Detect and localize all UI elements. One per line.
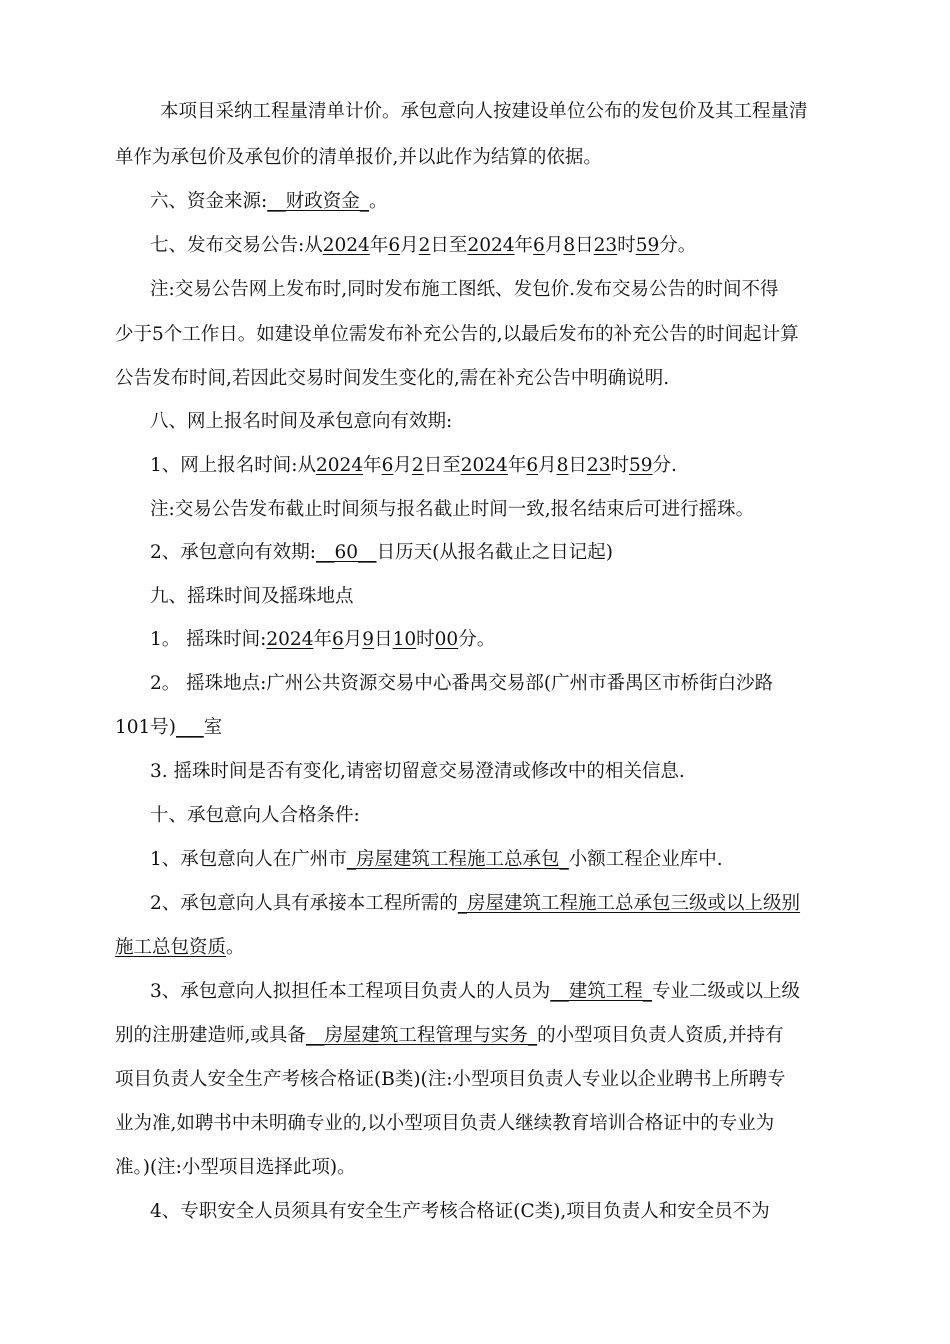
note-announcement-line-1: 注:交易公告网上发布时,同时发布施工图纸、发包价.发布交易公告的时间不得	[150, 279, 779, 300]
qualification-1: 1、承包意向人在广州市_房屋建筑工程施工总承包_小额工程企业库中.	[150, 849, 723, 870]
qualification-2-line-1: 2、承包意向人具有承接本工程所需的_房屋建筑工程施工总承包三级或以上级别	[150, 893, 801, 914]
qualification-3-line-1: 3、承包意向人拟担任本工程项目负责人的人员为__建筑工程_专业二级或以上级	[150, 981, 801, 1002]
validity-days: __60__	[316, 542, 377, 563]
qualification-3-line-3: 项目负责人安全生产考核合格证(B类)(注:小型项目负责人专业以企业聘书上所聘专	[115, 1069, 786, 1090]
funding-source: 六、资金来源:__财政资金_。	[150, 191, 388, 212]
section-10-heading: 十、承包意向人合格条件:	[150, 805, 360, 826]
pricing-paragraph-line-1: 本项目采纳工程量清单计价。承包意向人按建设单位公布的发包价及其工程量清	[160, 101, 808, 122]
qualification-3-line-2: 别的注册建造师,或具备__房屋建筑工程管理与实务_的小型项目负责人资质,并持有	[115, 1025, 784, 1046]
registration-time: 1、网上报名时间:从2024年6月2日至2024年6月8日23时59分.	[150, 455, 677, 476]
announcement-period: 七、发布交易公告:从2024年6月2日至2024年6月8日23时59分。	[150, 235, 697, 256]
qualification-2-line-2: 施工总包资质。	[115, 937, 245, 958]
lottery-change-note: 3. 摇珠时间是否有变化,请密切留意交易澄清或修改中的相关信息.	[150, 761, 685, 782]
note-announcement-line-3: 公告发布时间,若因此交易时间发生变化的,需在补充公告中明确说明.	[115, 368, 670, 389]
qualification-3-line-5: 准。)(注:小型项目选择此项)。	[115, 1157, 356, 1178]
qualification-3-line-4: 业为准,如聘书中未明确专业的,以小型项目负责人继续教育培训合格证中的专业为	[115, 1113, 775, 1134]
validity-period: 2、承包意向有效期:__60__日历天(从报名截止之日记起)	[150, 542, 613, 563]
lottery-time: 1。 摇珠时间:2024年6月9日10时00分。	[150, 629, 496, 650]
pricing-paragraph-line-2: 单作为承包价及承包价的清单报价,并以此作为结算的依据。	[115, 147, 602, 168]
qualification-4-line-1: 4、专职安全人员须具有安全生产考核合格证(C类),项目负责人和安全员不为	[150, 1201, 770, 1222]
section-9-heading: 九、摇珠时间及摇珠地点	[150, 586, 354, 607]
lottery-location-line-2: 101号)___室	[115, 717, 223, 738]
note-announcement-line-2: 少于5个工作日。如建设单位需发布补充公告的,以最后发布的补充公告的时间起计算	[115, 324, 799, 345]
note-registration: 注:交易公告发布截止时间须与报名截止时间一致,报名结束后可进行摇珠。	[150, 499, 755, 520]
funding-source-value: __财政资金_	[267, 191, 369, 212]
lottery-location-line-1: 2。 摇珠地点:广州公共资源交易中心番禺交易部(广州市番禺区市桥街白沙路	[150, 673, 774, 694]
section-8-heading: 八、网上报名时间及承包意向有效期:	[150, 411, 453, 432]
